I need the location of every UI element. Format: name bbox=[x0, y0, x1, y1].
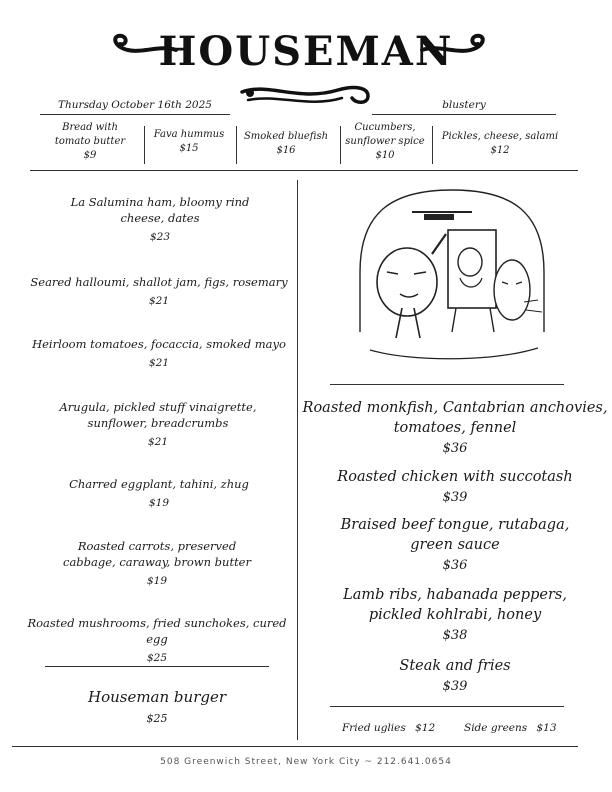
menu-item-price: $39 bbox=[442, 679, 468, 694]
menu-item-price: $19 bbox=[148, 497, 170, 509]
starter-item bbox=[434, 121, 566, 158]
menu-item-name: Braised beef tongue, rutabaga, green sauce bbox=[340, 517, 570, 553]
menu-item-price: $23 bbox=[149, 231, 171, 243]
menu-item bbox=[340, 515, 570, 576]
starter-name: Pickles, cheese, salami bbox=[441, 131, 559, 142]
side-name: Fried uglies bbox=[342, 722, 406, 734]
menu-item bbox=[300, 656, 610, 697]
menu-item-price: $21 bbox=[147, 436, 169, 448]
menu-item-price: $21 bbox=[148, 357, 170, 369]
sides-rule bbox=[330, 706, 564, 707]
starter-name: Fava hummus bbox=[153, 129, 225, 140]
starter-item bbox=[238, 121, 334, 158]
menu-item bbox=[50, 538, 264, 589]
starter-name: Cucumbers, sunflower spice bbox=[345, 122, 425, 147]
menu-item-price: $36 bbox=[442, 441, 468, 456]
menu-item bbox=[300, 467, 610, 508]
illustration-rule bbox=[330, 384, 564, 385]
starter-item bbox=[146, 121, 232, 156]
menu-item-name: Roasted mushrooms, fried sunchokes, cured egg bbox=[27, 616, 287, 646]
center-flourish bbox=[238, 78, 374, 116]
burger-rule bbox=[45, 666, 269, 667]
starter-price: $10 bbox=[375, 150, 395, 161]
brand-title: HOUSEMAN bbox=[158, 28, 454, 75]
starter-divider bbox=[144, 126, 145, 164]
starter-divider bbox=[236, 126, 237, 164]
menu-item-name: Roasted chicken with succotash bbox=[337, 469, 573, 485]
starter-price: $12 bbox=[490, 145, 510, 156]
footer-address: 508 Greenwich Street, New York City ~ 212.641.0654 bbox=[160, 757, 452, 767]
starter-name: Smoked bluefish bbox=[243, 131, 329, 142]
menu-item-name: Charred eggplant, tahini, zhug bbox=[69, 477, 249, 491]
starter-name: Bread with tomato butter bbox=[54, 122, 126, 147]
starters-rule bbox=[30, 170, 578, 171]
menu-item-name: Roasted carrots, preserved cabbage, caraway, brown butter bbox=[63, 539, 251, 569]
starter-price: $9 bbox=[83, 150, 97, 161]
side-price: $12 bbox=[415, 722, 436, 734]
header-rule-left bbox=[40, 114, 230, 115]
title-flourish-right bbox=[420, 30, 490, 70]
menu-item bbox=[16, 615, 298, 666]
painter-sketch-icon bbox=[352, 182, 552, 376]
burger-name: Houseman burger bbox=[87, 688, 227, 706]
starter-item bbox=[342, 121, 428, 163]
menu-item bbox=[60, 194, 260, 245]
menu-item-name: Roasted monkfish, Cantabrian anchovies, tomatoes, fennel bbox=[302, 400, 608, 436]
starter-divider bbox=[340, 126, 341, 164]
menu-item bbox=[20, 476, 298, 511]
menu-item-price: $19 bbox=[146, 575, 168, 587]
menu-item-name: Arugula, pickled stuff vinaigrette, sunflower, breadcrumbs bbox=[59, 400, 257, 430]
menu-item-name: Lamb ribs, habanada peppers, pickled kohlrabi, honey bbox=[343, 587, 567, 623]
menu-item-price: $39 bbox=[442, 490, 468, 505]
menu-item-price: $36 bbox=[442, 558, 468, 573]
side-price: $13 bbox=[536, 722, 557, 734]
menu-item bbox=[20, 336, 298, 371]
header-rule-right bbox=[372, 114, 556, 115]
menu-item bbox=[55, 399, 261, 450]
side-name: Side greens bbox=[464, 722, 528, 734]
menu-item bbox=[20, 274, 298, 309]
menu-item-price: $25 bbox=[146, 652, 168, 664]
menu-item-name: Steak and fries bbox=[399, 658, 511, 674]
starter-price: $16 bbox=[276, 145, 296, 156]
menu-item-name: Heirloom tomatoes, focaccia, smoked mayo bbox=[32, 337, 286, 351]
burger-price: $25 bbox=[146, 712, 168, 725]
menu-item bbox=[330, 585, 580, 646]
menu-item-price: $21 bbox=[148, 295, 170, 307]
starter-price: $15 bbox=[179, 143, 199, 154]
starter-item bbox=[40, 121, 140, 163]
menu-item-name: La Salumina ham, bloomy rind cheese, dates bbox=[70, 195, 250, 225]
menu-date: Thursday October 16th 2025 bbox=[58, 99, 212, 111]
menu-item-name: Seared halloumi, shallot jam, figs, rosemary bbox=[30, 275, 288, 289]
side-item bbox=[342, 722, 435, 734]
side-item bbox=[464, 722, 557, 734]
menu-weather: blustery bbox=[442, 99, 486, 111]
starter-divider bbox=[432, 126, 433, 164]
footer-rule bbox=[12, 746, 578, 747]
menu-item-price: $38 bbox=[442, 628, 468, 643]
menu-item bbox=[300, 398, 610, 459]
